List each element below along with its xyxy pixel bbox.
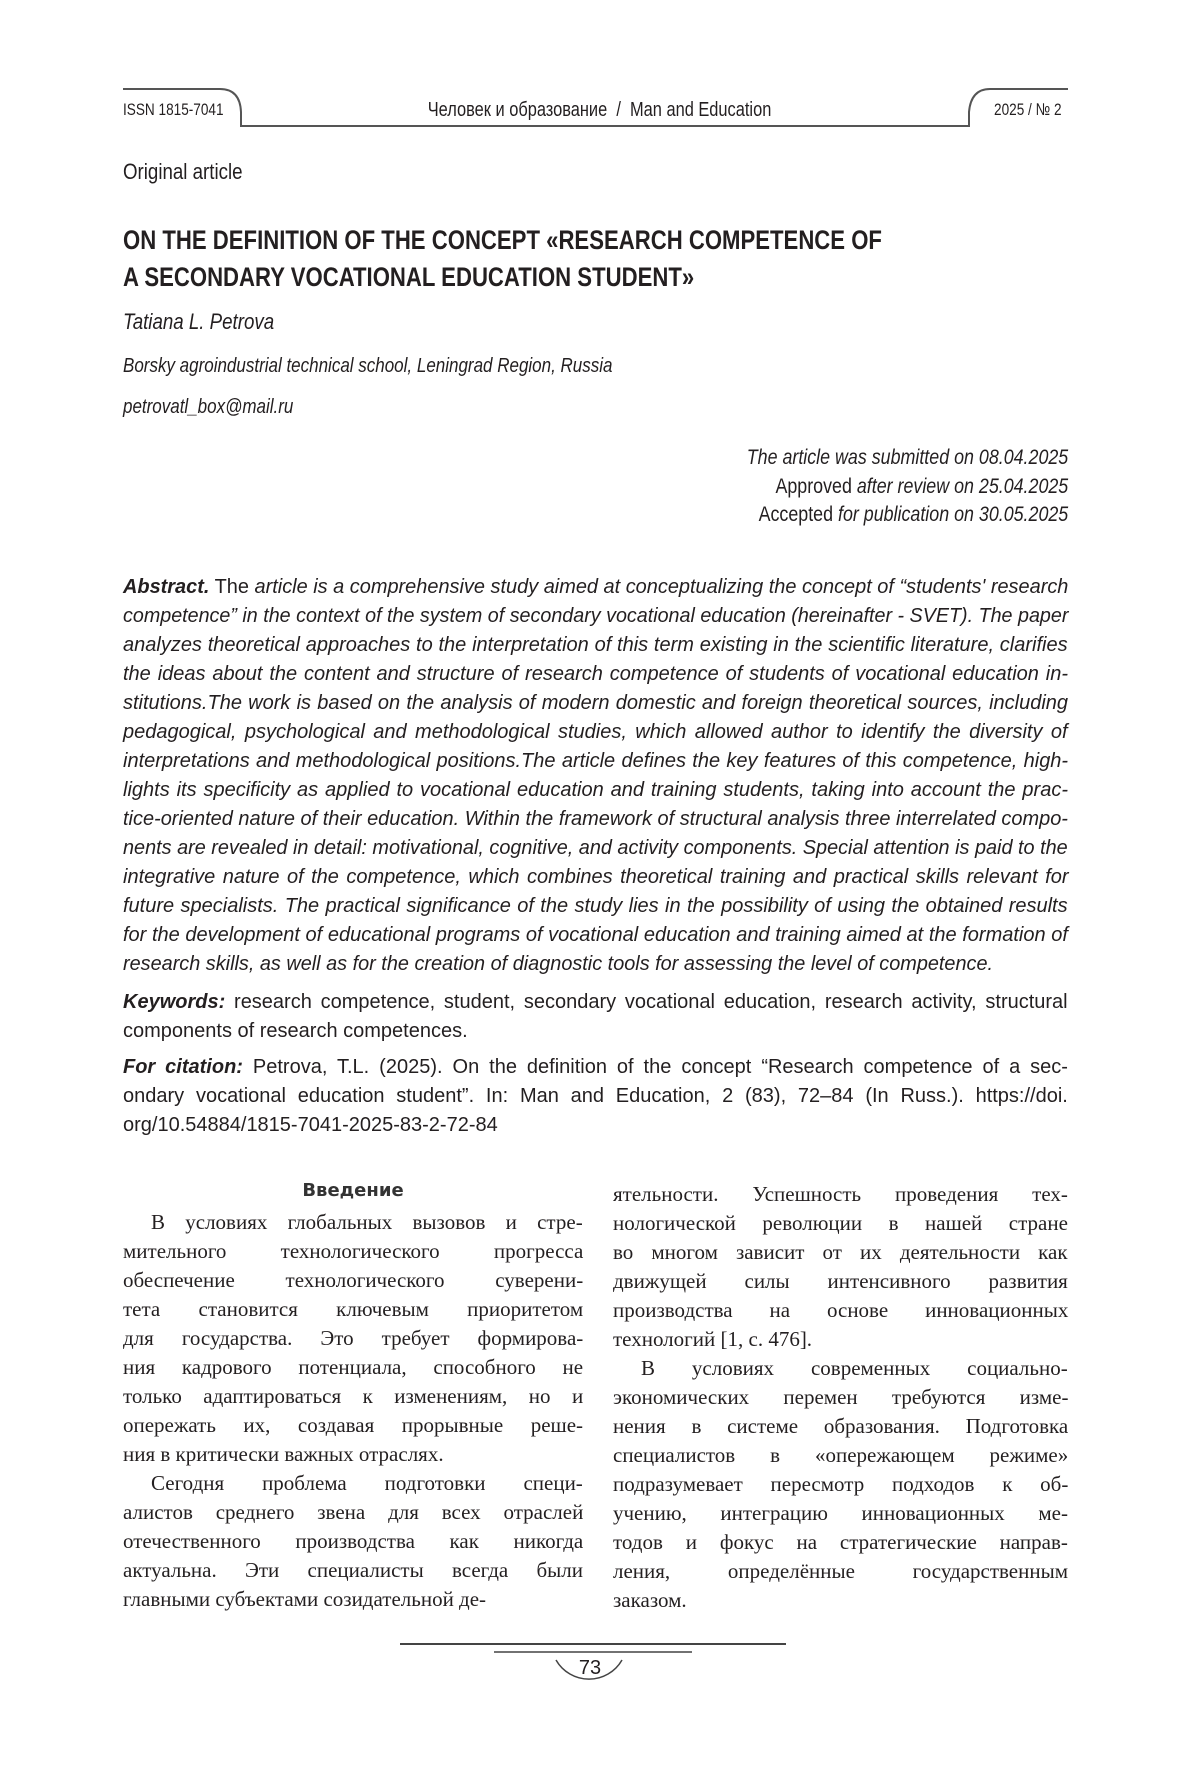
text-line: [613, 1296, 1068, 1325]
journal-title: Человек и образование / Man and Education: [428, 99, 772, 122]
text-line: [123, 1585, 486, 1614]
text-line: [123, 863, 1068, 892]
text-line: [613, 1238, 1068, 1267]
text-line: [123, 1017, 468, 1046]
text-line: [123, 1208, 583, 1237]
text-line: [123, 631, 1068, 660]
line-text: tice-oriented nature of their education. Within the framework of structural analysis three interrelated compo-: [123, 808, 1068, 830]
text-line: [613, 1528, 1068, 1557]
text-line: [123, 1295, 583, 1324]
page-number: 73: [560, 1657, 620, 1680]
line-text: В условиях современных социально-: [641, 1356, 1068, 1380]
text-line: [123, 259, 694, 296]
text-line: [613, 1412, 1068, 1441]
line-text: research competence, student, secondary vocational education, research activity, structural: [225, 991, 1067, 1013]
text-line: [123, 1498, 583, 1527]
line-text: нения в системе образования. Подготовка: [613, 1414, 1068, 1438]
text-line: [613, 1180, 1068, 1209]
line-text: ления, определённые государственным: [613, 1559, 1068, 1583]
citation-label: For citation:: [123, 1056, 243, 1078]
line-text: ON THE DEFINITION OF THE CONCEPT «RESEARCH COMPETENCE OF: [123, 225, 882, 255]
line-text: ятельности. Успешность проведения тех-: [613, 1182, 1068, 1206]
line-text: ondary vocational education student”. In: Man and Education, 2 (83), 72–84 (In Russ.). https://doi.: [123, 1085, 1068, 1107]
line-text: stitutions.The work is based on the analysis of modern domestic and foreign theoretical sources, including: [123, 692, 1068, 714]
line-text: только адаптироваться к изменениям, но и: [123, 1384, 583, 1408]
line-text: тодов и фокус на стратегические направ-: [613, 1530, 1068, 1554]
line-text: the ideas about the content and structure of research competence of students of vocational education in-: [123, 663, 1068, 685]
text-line: [123, 1527, 583, 1556]
author-name: Tatiana L. Petrova: [123, 309, 274, 335]
text-line: [123, 1237, 583, 1266]
text-line: [123, 1353, 583, 1382]
article-dates: [747, 444, 1068, 530]
line-text: article is a comprehensive study aimed at conceptualizing the concept of “students' research: [255, 576, 1069, 598]
line-text: алистов среднего звена для всех отраслей: [123, 1500, 583, 1524]
text-line: [123, 602, 1068, 631]
text-line: [123, 1556, 583, 1585]
text-line: [123, 1469, 583, 1498]
date-approved-label: Approved: [775, 475, 851, 498]
text-line: [613, 1499, 1068, 1528]
text-line: [123, 805, 1068, 834]
line-text: research skills, as well as for the creation of diagnostic tools for assessing the level of competence.: [123, 953, 993, 975]
keywords-label: Keywords:: [123, 991, 225, 1013]
line-text: для государства. Это требует формирова-: [123, 1326, 583, 1350]
text-line: [613, 1557, 1068, 1586]
affiliation: Borsky agroindustrial technical school, Leningrad Region, Russia: [123, 355, 612, 378]
line-text: lights its specificity as applied to vocational education and training students, taking into account the prac-: [123, 779, 1068, 801]
text-line: [123, 1382, 583, 1411]
text-line: [613, 1209, 1068, 1238]
line-text: interpretations and methodological positions.The article defines the key features of this competence, high-: [123, 750, 1068, 772]
text-line: [123, 689, 1068, 718]
text-line: [613, 1470, 1068, 1499]
text-line: [123, 950, 993, 979]
line-text: analyzes theoretical approaches to the interpretation of this term existing in the scientific literature, clarifies: [123, 634, 1068, 656]
section-heading: Введение: [123, 1180, 583, 1201]
text-line: [123, 222, 882, 259]
issue-number: 2025 / № 2: [994, 100, 1062, 120]
line-text: integrative nature of the competence, which combines theoretical training and practical skills relevant for: [123, 866, 1068, 888]
line-text: учению, интеграцию инновационных ме-: [613, 1501, 1068, 1525]
text-line: [123, 834, 1068, 863]
author-email[interactable]: petrovatl_box@mail.ru: [123, 396, 293, 419]
text-line: [613, 1441, 1068, 1470]
line-text: технологий [1, с. 476].: [613, 1327, 812, 1351]
line-text: обеспечение технологического суверени-: [123, 1268, 583, 1292]
line-text: актуальна. Эти специалисты всегда были: [123, 1558, 583, 1582]
line-text: nents are revealed in detail: motivational, cognitive, and activity components. Special attention is paid to the: [123, 837, 1068, 859]
text-line: [123, 892, 1068, 921]
abstract: [123, 573, 1082, 979]
line-text: производства на основе инновационных: [613, 1298, 1068, 1322]
line-text: Petrova, T.L. (2025). On the definition of the concept “Research competence of a sec-: [243, 1056, 1068, 1078]
text-line: [123, 1440, 444, 1469]
text-line: [613, 1325, 812, 1354]
line-text: components of research competences.: [123, 1020, 468, 1042]
text-line: [123, 776, 1068, 805]
line-text: специалистов в «опережающем режиме»: [613, 1443, 1068, 1467]
text-line: [123, 988, 1068, 1017]
text-line: [123, 1053, 1068, 1082]
line-text: Сегодня проблема подготовки специ-: [151, 1471, 583, 1495]
text-line: [613, 1586, 687, 1615]
keywords: [123, 988, 1068, 1046]
line-text: ния в критически важных отраслях.: [123, 1442, 444, 1466]
text-line: [123, 573, 1068, 602]
text-line: [123, 747, 1068, 776]
text-line: [123, 921, 1068, 950]
text-line: [123, 1111, 498, 1140]
line-text: ния кадрового потенциала, способного не: [123, 1355, 583, 1379]
date-submitted: The article was submitted on 08.04.2025: [747, 444, 1068, 473]
line-text: В условиях глобальных вызовов и стре-: [151, 1210, 583, 1234]
line-text: A SECONDARY VOCATIONAL EDUCATION STUDENT»: [123, 262, 694, 292]
date-accepted-label: Accepted: [758, 503, 832, 526]
line-text: отечественного производства как никогда: [123, 1529, 583, 1553]
line-text: pedagogical, psychological and methodological studies, which allowed author to identify the diversity of: [123, 721, 1068, 743]
article-title: [123, 222, 1049, 296]
body-left-column: [123, 1208, 583, 1614]
line-text: тета становится ключевым приоритетом: [123, 1297, 583, 1321]
line-text: движущей силы интенсивного развития: [613, 1269, 1068, 1293]
line-text: мительного технологического прогресса: [123, 1239, 583, 1263]
line-text: опережать их, создавая прорывные реше-: [123, 1413, 583, 1437]
abstract-first-word: The: [209, 576, 254, 598]
line-text: подразумевает пересмотр подходов к об-: [613, 1472, 1068, 1496]
line-text: future specialists. The practical significance of the study lies in the possibility of using the obtained results: [123, 895, 1068, 917]
abstract-label: Abstract.: [123, 576, 209, 598]
citation: [123, 1053, 1068, 1140]
line-text: нологической революции в нашей стране: [613, 1211, 1068, 1235]
date-accepted: for publication on 30.05.2025: [833, 503, 1068, 526]
text-line: [613, 1354, 1068, 1383]
text-line: [613, 1267, 1068, 1296]
text-line: [123, 1411, 583, 1440]
text-line: [123, 660, 1068, 689]
line-text: во многом зависит от их деятельности как: [613, 1240, 1068, 1264]
article-type: Original article: [123, 159, 243, 185]
text-line: [123, 1324, 583, 1353]
text-line: [613, 1383, 1068, 1412]
line-text: for the development of educational programs of vocational education and training aimed at the formation of: [123, 924, 1068, 946]
line-text: org/10.54884/1815-7041-2025-83-2-72-84: [123, 1114, 498, 1136]
body-right-column: [613, 1180, 1068, 1615]
line-text: главными субъектами созидательной де-: [123, 1587, 486, 1611]
text-line: [123, 1082, 1068, 1111]
date-approved: after review on 25.04.2025: [852, 475, 1068, 498]
line-text: competence” in the context of the system of secondary vocational education (hereinafter - SVET). The paper: [123, 605, 1068, 627]
text-line: [123, 718, 1068, 747]
line-text: экономических перемен требуются изме-: [613, 1385, 1068, 1409]
line-text: заказом.: [613, 1588, 687, 1612]
text-line: [123, 1266, 583, 1295]
issn: ISSN 1815-7041: [123, 100, 224, 120]
